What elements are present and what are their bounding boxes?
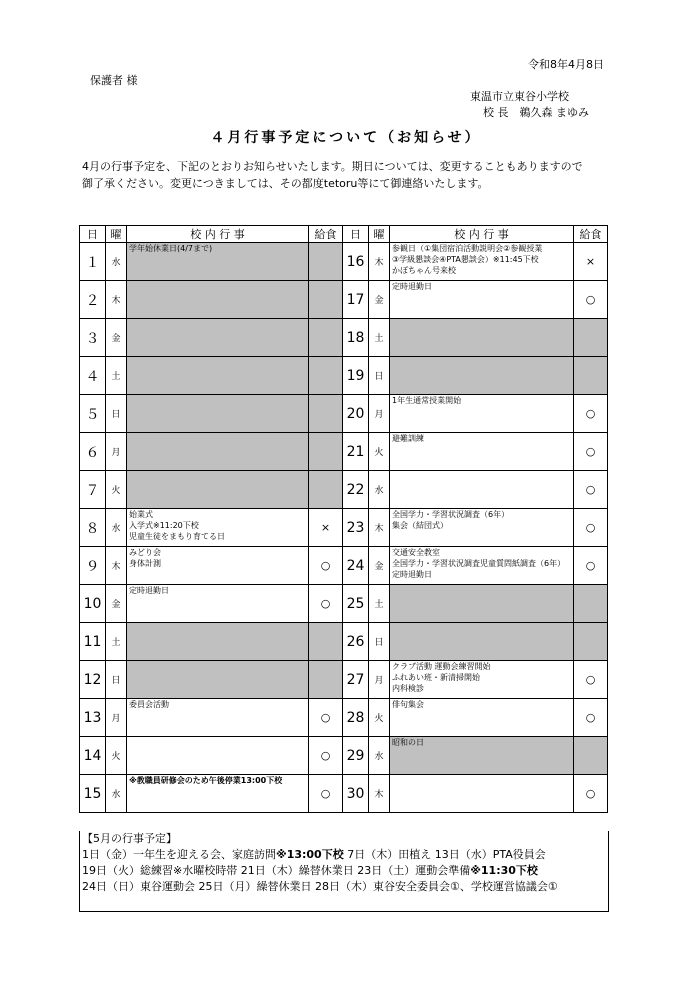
weekday: 水 <box>106 243 127 281</box>
event-cell <box>127 623 309 661</box>
day-number: 16 <box>343 243 369 281</box>
schedule-row <box>80 623 608 661</box>
header-day: 日 <box>80 226 106 243</box>
weekday: 日 <box>106 661 127 699</box>
event-line: みどり会 <box>129 548 161 557</box>
weekday: 金 <box>369 281 390 319</box>
weekday: 火 <box>106 737 127 775</box>
event-cell <box>390 775 574 813</box>
event-line: 1年生通常授業開始 <box>392 396 462 405</box>
event-line: ふれあい班・新清掃開始 <box>392 673 480 682</box>
weekday: 火 <box>106 471 127 509</box>
header-events: 校 内 行 事 <box>127 226 309 243</box>
school-lunch-mark <box>574 357 608 395</box>
may-text: 7日（木）田植え 13日（水）PTA役員会 <box>343 848 546 861</box>
event-cell <box>390 585 574 623</box>
event-cell <box>390 243 574 281</box>
weekday: 金 <box>106 585 127 623</box>
event-cell <box>127 737 309 775</box>
weekday: 火 <box>369 433 390 471</box>
school-lunch-mark: ○ <box>309 585 343 623</box>
weekday: 月 <box>369 661 390 699</box>
schedule-row <box>80 395 608 433</box>
weekday: 水 <box>369 737 390 775</box>
day-number: 20 <box>343 395 369 433</box>
may-heading: 【5月の行事予定】 <box>82 832 177 845</box>
school-lunch-mark: ○ <box>574 281 608 319</box>
schedule-row <box>80 775 608 813</box>
day-number: 18 <box>343 319 369 357</box>
event-cell <box>127 433 309 471</box>
school-lunch-mark <box>574 585 608 623</box>
school-name: 東温市立東谷小学校 <box>470 90 569 103</box>
weekday: 土 <box>369 319 390 357</box>
school-lunch-mark: × <box>574 243 608 281</box>
day-number: 11 <box>80 623 106 661</box>
school-lunch-mark <box>309 623 343 661</box>
addressee: 保護者 様 <box>90 74 138 87</box>
may-text: 24日（日）東谷運動会 25日（月）繰替休業日 28日（木）東谷安全委員会①、学校運営協議会① <box>82 880 558 893</box>
school-lunch-mark: ○ <box>574 775 608 813</box>
may-schedule <box>79 831 609 912</box>
school-lunch-mark <box>309 433 343 471</box>
schedule-row <box>80 547 608 585</box>
school-lunch-mark: ○ <box>574 509 608 547</box>
intro-line: 御了承ください。変更につきましては、その都度tetoru等にて御連絡いたします。 <box>82 177 489 190</box>
school-lunch-mark: ○ <box>309 699 343 737</box>
schedule-row <box>80 661 608 699</box>
day-number: 28 <box>343 699 369 737</box>
event-line: ※教職員研修会のため午後停業13:00下校 <box>129 776 283 785</box>
weekday: 木 <box>369 775 390 813</box>
event-cell <box>127 775 309 813</box>
school-lunch-mark: ○ <box>309 547 343 585</box>
principal-name: 校 長 鵜久森 まゆみ <box>483 106 589 119</box>
school-lunch-mark: ○ <box>309 775 343 813</box>
schedule-row <box>80 243 608 281</box>
event-cell <box>390 395 574 433</box>
day-number: 27 <box>343 661 369 699</box>
intro-line: 4月の行事予定を、下記のとおりお知らせいたします。期日については、変更することもありますので <box>82 160 583 173</box>
header-day: 日 <box>343 226 369 243</box>
day-number: 25 <box>343 585 369 623</box>
school-lunch-mark: ○ <box>574 471 608 509</box>
day-number: 21 <box>343 433 369 471</box>
header-meal: 給食 <box>309 226 343 243</box>
weekday: 金 <box>106 319 127 357</box>
event-line: 児童生徒をまもり育てる日 <box>129 532 225 541</box>
day-number: 17 <box>343 281 369 319</box>
day-number: １ <box>80 243 106 281</box>
event-cell <box>127 243 309 281</box>
day-number: ５ <box>80 395 106 433</box>
school-lunch-mark <box>309 661 343 699</box>
weekday: 水 <box>106 509 127 547</box>
school-lunch-mark <box>574 319 608 357</box>
event-cell <box>127 661 309 699</box>
event-line: 参観日（①集団宿泊活動説明会②参観授業 <box>392 244 543 253</box>
header-weekday: 曜 <box>106 226 127 243</box>
day-number: ７ <box>80 471 106 509</box>
may-line <box>82 863 608 879</box>
weekday: 月 <box>106 699 127 737</box>
event-line: 定時退勤日 <box>129 586 169 595</box>
event-line: 全国学力・学習状況調査（6年） <box>392 510 510 519</box>
event-cell <box>390 281 574 319</box>
day-number: 19 <box>343 357 369 395</box>
event-line: 始業式 <box>129 510 153 519</box>
header-meal: 給食 <box>574 226 608 243</box>
school-lunch-mark <box>309 319 343 357</box>
day-number: 12 <box>80 661 106 699</box>
event-line: 学年始休業日(4/7まで) <box>129 244 213 253</box>
event-cell <box>390 737 574 775</box>
school-lunch-mark <box>309 395 343 433</box>
event-cell <box>390 433 574 471</box>
schedule-row <box>80 699 608 737</box>
school-lunch-mark: ○ <box>309 737 343 775</box>
schedule-row <box>80 509 608 547</box>
weekday: 日 <box>369 357 390 395</box>
weekday: 水 <box>106 775 127 813</box>
school-lunch-mark <box>309 357 343 395</box>
school-lunch-mark <box>309 471 343 509</box>
event-line: 内科検診 <box>392 684 424 693</box>
day-number: 30 <box>343 775 369 813</box>
event-cell <box>390 661 574 699</box>
school-lunch-mark: ○ <box>574 661 608 699</box>
weekday: 木 <box>369 243 390 281</box>
day-number: 22 <box>343 471 369 509</box>
school-lunch-mark: ○ <box>574 395 608 433</box>
event-line: 定時退勤日 <box>392 282 432 291</box>
event-cell <box>390 471 574 509</box>
may-text: ※11:30下校 <box>470 864 538 877</box>
event-line: 集会（結団式） <box>392 521 448 530</box>
event-line: 俳句集会 <box>392 700 424 709</box>
school-lunch-mark: ○ <box>574 433 608 471</box>
school-lunch-mark <box>574 737 608 775</box>
event-line: 避難訓練 <box>392 434 424 443</box>
weekday: 月 <box>369 395 390 433</box>
weekday: 月 <box>106 433 127 471</box>
schedule-row <box>80 737 608 775</box>
event-line: かぼちゃん号来校 <box>392 266 456 275</box>
day-number: ２ <box>80 281 106 319</box>
intro-paragraph <box>82 158 622 192</box>
header-events: 校 内 行 事 <box>390 226 574 243</box>
schedule-row <box>80 357 608 395</box>
school-lunch-mark <box>309 281 343 319</box>
weekday: 木 <box>369 509 390 547</box>
event-cell <box>127 357 309 395</box>
event-cell <box>127 585 309 623</box>
weekday: 木 <box>106 547 127 585</box>
event-cell <box>390 623 574 661</box>
event-cell <box>127 471 309 509</box>
weekday: 日 <box>106 395 127 433</box>
weekday: 土 <box>106 623 127 661</box>
may-line <box>82 879 608 895</box>
weekday: 水 <box>369 471 390 509</box>
day-number: 15 <box>80 775 106 813</box>
day-number: ８ <box>80 509 106 547</box>
weekday: 金 <box>369 547 390 585</box>
schedule-row <box>80 585 608 623</box>
school-lunch-mark: ○ <box>574 547 608 585</box>
weekday: 木 <box>106 281 127 319</box>
day-number: 24 <box>343 547 369 585</box>
event-line: 昭和の日 <box>392 738 424 747</box>
day-number: 13 <box>80 699 106 737</box>
document-title: ４月行事予定について（お知らせ） <box>210 130 482 146</box>
event-line: 委員会活動 <box>129 700 169 709</box>
school-lunch-mark <box>574 623 608 661</box>
may-line <box>82 847 608 863</box>
school-lunch-mark <box>309 243 343 281</box>
event-cell <box>390 699 574 737</box>
day-number: ４ <box>80 357 106 395</box>
event-line: 身体計測 <box>129 559 161 568</box>
may-text: 19日（火）総練習※水曜校時帯 21日（木）繰替休業日 23日（土）運動会準備 <box>82 864 471 877</box>
event-cell <box>127 547 309 585</box>
weekday: 土 <box>369 585 390 623</box>
day-number: 23 <box>343 509 369 547</box>
day-number: 26 <box>343 623 369 661</box>
event-line: 交通安全教室 <box>392 548 440 557</box>
schedule-row <box>80 281 608 319</box>
day-number: ６ <box>80 433 106 471</box>
day-number: 14 <box>80 737 106 775</box>
event-line: 全国学力・学習状況調査児童質問紙調査（6年） <box>392 559 566 568</box>
event-cell <box>390 509 574 547</box>
event-cell <box>390 357 574 395</box>
day-number: ３ <box>80 319 106 357</box>
weekday: 火 <box>369 699 390 737</box>
schedule-table <box>79 225 608 813</box>
weekday: 土 <box>106 357 127 395</box>
event-cell <box>127 395 309 433</box>
school-lunch-mark: ○ <box>574 699 608 737</box>
event-cell <box>127 509 309 547</box>
day-number: 10 <box>80 585 106 623</box>
event-cell <box>390 547 574 585</box>
schedule-header-row <box>80 226 608 243</box>
weekday: 日 <box>369 623 390 661</box>
day-number: 29 <box>343 737 369 775</box>
schedule-row <box>80 433 608 471</box>
event-cell <box>127 699 309 737</box>
schedule-row <box>80 319 608 357</box>
schedule-row <box>80 471 608 509</box>
event-line: 定時退勤日 <box>392 570 432 579</box>
event-cell <box>127 281 309 319</box>
event-line: 入学式※11:20下校 <box>129 521 199 530</box>
day-number: ９ <box>80 547 106 585</box>
may-text: 1日（金）一年生を迎える会、家庭訪問 <box>82 848 276 861</box>
may-text: ※13:00下校 <box>276 848 344 861</box>
event-line: クラブ活動 運動会練習開始 <box>392 662 491 671</box>
document-date: 令和8年4月8日 <box>528 58 604 71</box>
event-line: ③学級懇談会④PTA懇談会）※11:45下校 <box>392 255 539 264</box>
header-weekday: 曜 <box>369 226 390 243</box>
event-cell <box>127 319 309 357</box>
event-cell <box>390 319 574 357</box>
school-lunch-mark: × <box>309 509 343 547</box>
